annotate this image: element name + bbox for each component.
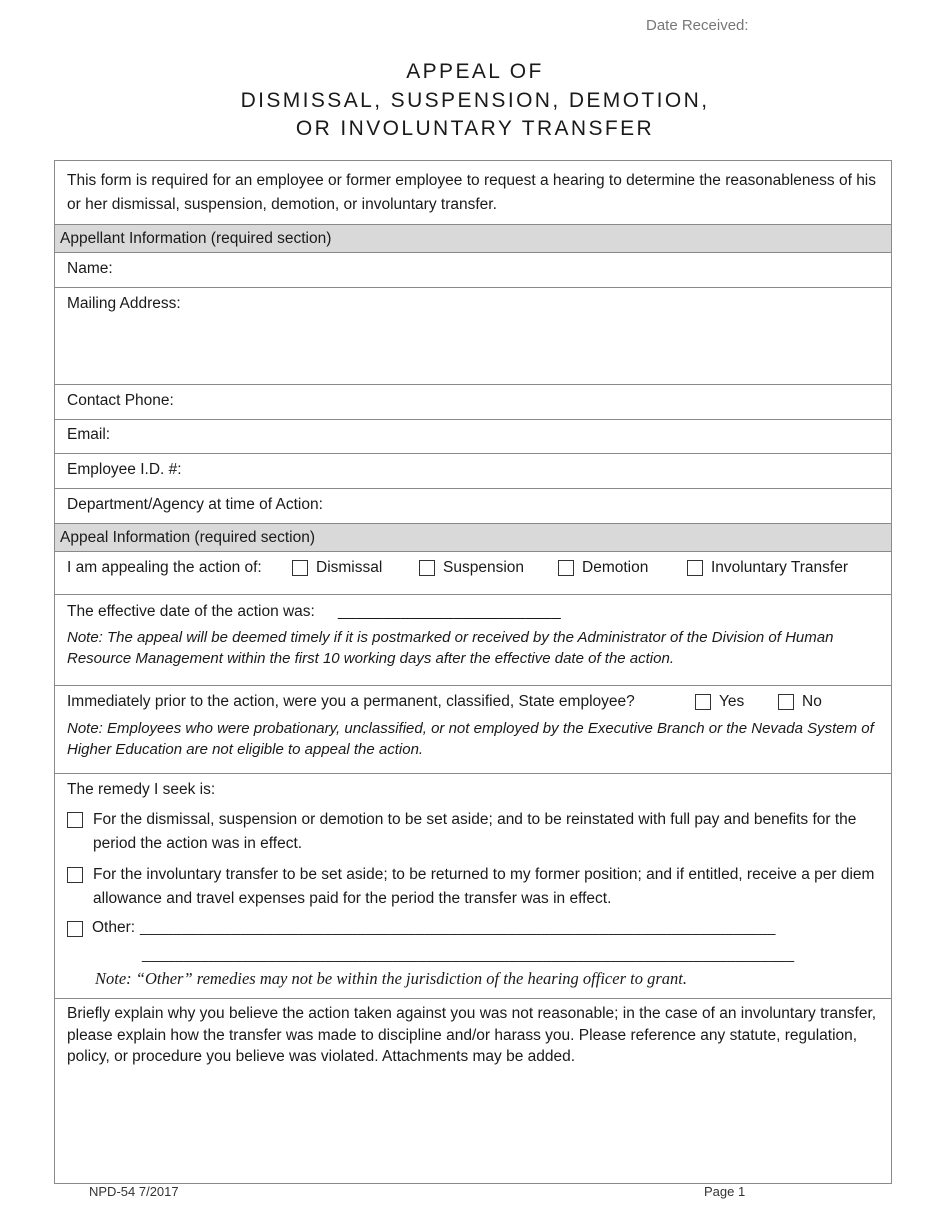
intro-row (55, 161, 891, 225)
permanent-no-checkbox[interactable] (778, 694, 794, 710)
appeal-section-header (55, 524, 891, 552)
explanation-instructions: Briefly explain why you believe the action taken against you was not reasonable; in the case of an involuntary transfer, please explain how the transfer was made to discipline and/or harass you. Please reference any statute, regulation, policy, or procedure you believe was violated. Attachments may be added. (67, 1005, 877, 1065)
permanent-question: Immediately prior to the action, were you a permanent, classified, State employee? (67, 693, 635, 710)
effective-date-row (55, 595, 891, 686)
department-label: Department/Agency at time of Action: (67, 496, 323, 513)
explanation-field[interactable] (55, 999, 891, 1183)
appellant-section-title: Appellant Information (required section) (60, 230, 332, 247)
dismissal-checkbox[interactable] (292, 560, 308, 576)
remedy-other-label: Other: (92, 919, 136, 936)
involuntary-transfer-checkbox[interactable] (687, 560, 703, 576)
effective-date-note: Note: The appeal will be deemed timely if it is postmarked or received by the Administrator of the Division of Human Resource Management within the first 10 working days after the effective date of the action. (67, 629, 834, 667)
remedy-label: The remedy I seek is: (67, 781, 216, 798)
mailing-address-label: Mailing Address: (67, 295, 181, 312)
name-label: Name: (67, 260, 113, 277)
permanent-no-label: No (802, 693, 822, 710)
title-line-1: APPEAL OF (406, 60, 544, 83)
permanent-employee-row (55, 686, 891, 774)
permanent-yes-checkbox[interactable] (695, 694, 711, 710)
appeal-form (54, 160, 892, 1184)
appeal-section-title: Appeal Information (required section) (60, 529, 316, 546)
remedy-option-1-checkbox[interactable] (67, 812, 83, 828)
appellant-section-header (55, 225, 891, 253)
suspension-option-label: Suspension (443, 559, 525, 576)
mailing-address-field[interactable] (55, 288, 891, 385)
remedy-option-2-checkbox[interactable] (67, 867, 83, 883)
remedy-option-1-text: For the dismissal, suspension or demotion to be set aside; and to be reinstated with full pay and benefits for the period the action was in effect. (93, 811, 857, 852)
title-line-3: OR INVOLUNTARY TRANSFER (295, 117, 655, 140)
effective-date-label: The effective date of the action was: (67, 603, 315, 620)
employee-id-label: Employee I.D. #: (67, 461, 182, 478)
permanent-note: Note: Employees who were probationary, unclassified, or not employed by the Executive Branch or the Nevada System of Higher Education are not eligible to appeal the action. (67, 720, 874, 758)
dismissal-option-label: Dismissal (316, 559, 383, 576)
action-label: I am appealing the action of: (67, 559, 262, 576)
date-received-label: Date Received: (646, 17, 749, 34)
involuntary-transfer-option-label: Involuntary Transfer (711, 559, 848, 576)
name-field[interactable] (55, 253, 891, 288)
remedy-other-note: Note: “Other” remedies may not be within the jurisdiction of the hearing officer to grant. (95, 969, 687, 988)
remedy-other-input-line-1[interactable]: ____________________________________________________________________________ (140, 920, 776, 936)
action-row (55, 552, 891, 595)
employee-id-field[interactable] (55, 454, 891, 489)
demotion-option-label: Demotion (582, 559, 649, 576)
demotion-checkbox[interactable] (558, 560, 574, 576)
remedy-other-checkbox[interactable] (67, 921, 83, 937)
form-title (0, 58, 950, 144)
email-label: Email: (67, 426, 111, 443)
permanent-yes-label: Yes (719, 693, 745, 710)
intro-text: This form is required for an employee or former employee to request a hearing to determine the reasonableness of his or her dismissal, suspension, demotion, or involuntary transfer. (67, 172, 877, 213)
department-field[interactable] (55, 489, 891, 524)
form-number: NPD-54 7/2017 (89, 1184, 179, 1199)
title-line-2: DISMISSAL, SUSPENSION, DEMOTION, (240, 88, 710, 112)
email-field[interactable] (55, 420, 891, 454)
remedy-other-input-line-2[interactable]: ______________________________________________________________________________ (142, 947, 795, 963)
effective-date-input[interactable]: _________________________ (338, 603, 562, 620)
contact-phone-field[interactable] (55, 385, 891, 420)
page-number: Page 1 (704, 1184, 746, 1199)
suspension-checkbox[interactable] (419, 560, 435, 576)
contact-phone-label: Contact Phone: (67, 392, 174, 409)
remedy-row (55, 774, 891, 999)
remedy-option-2-text: For the involuntary transfer to be set aside; to be returned to my former position; and if entitled, receive a per diem allowance and travel expenses paid for the period the transfer was in effect. (93, 866, 875, 907)
